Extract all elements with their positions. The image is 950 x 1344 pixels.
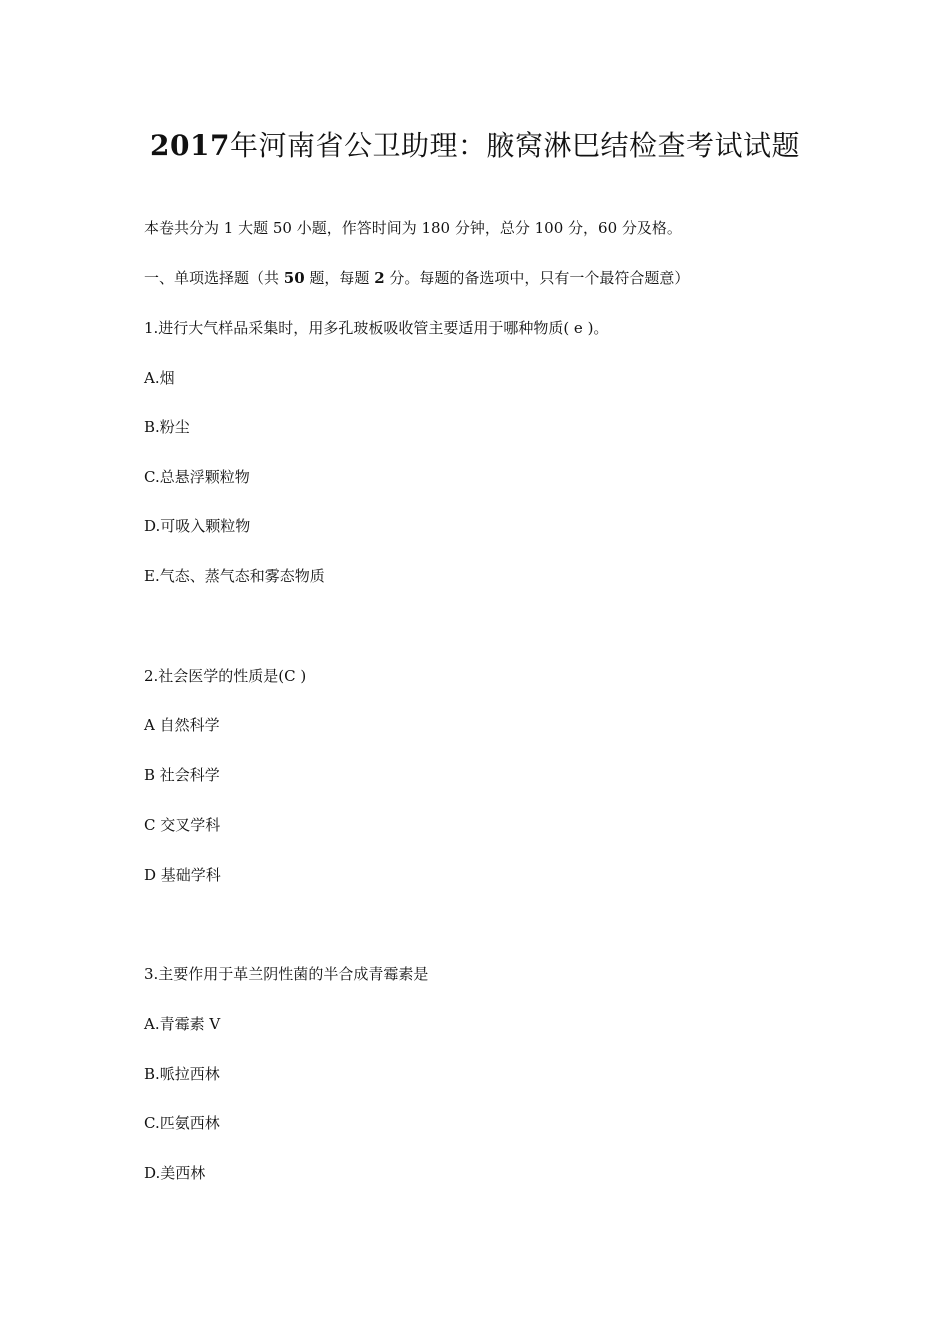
question-option: C 交叉学科: [144, 816, 221, 834]
question-option: D 基础学科: [144, 866, 221, 884]
question-option: A 自然科学: [144, 716, 220, 734]
question-option: B 社会科学: [144, 766, 220, 784]
exam-intro: 本卷共分为 1 大题 50 小题，作答时间为 180 分钟，总分 100 分，60 分及格。: [144, 219, 682, 237]
question-stem: 2.社会医学的性质是(C ): [144, 667, 307, 685]
question-option: C.匹氨西林: [144, 1114, 220, 1132]
question-option: C.总悬浮颗粒物: [144, 468, 250, 486]
question-stem: 3.主要作用于革兰阴性菌的半合成青霉素是: [144, 965, 429, 983]
question-option: B.哌拉西林: [144, 1065, 220, 1083]
question-option: A.青霉素 V: [144, 1015, 221, 1033]
question-count: 50: [283, 269, 305, 287]
question-option: B.粉尘: [144, 418, 190, 436]
title-text: 年河南省公卫助理：腋窝淋巴结检查考试试题: [229, 129, 800, 162]
document-title: [0, 126, 950, 166]
title-year: 2017: [150, 129, 230, 162]
question-option: A.烟: [144, 369, 175, 387]
section-heading: 一、单项选择题（共 50 题，每题 2 分。每题的备选项中，只有一个最符合题意）: [144, 269, 690, 287]
question-stem: 1.进行大气样品采集时，用多孔玻板吸收管主要适用于哪种物质( e )。: [144, 319, 609, 337]
question-option: D.可吸入颗粒物: [144, 517, 251, 535]
question-option: E.气态、蒸气态和雾态物质: [144, 567, 325, 585]
points-per-question: 2: [374, 269, 385, 287]
question-option: D.美西林: [144, 1164, 206, 1182]
